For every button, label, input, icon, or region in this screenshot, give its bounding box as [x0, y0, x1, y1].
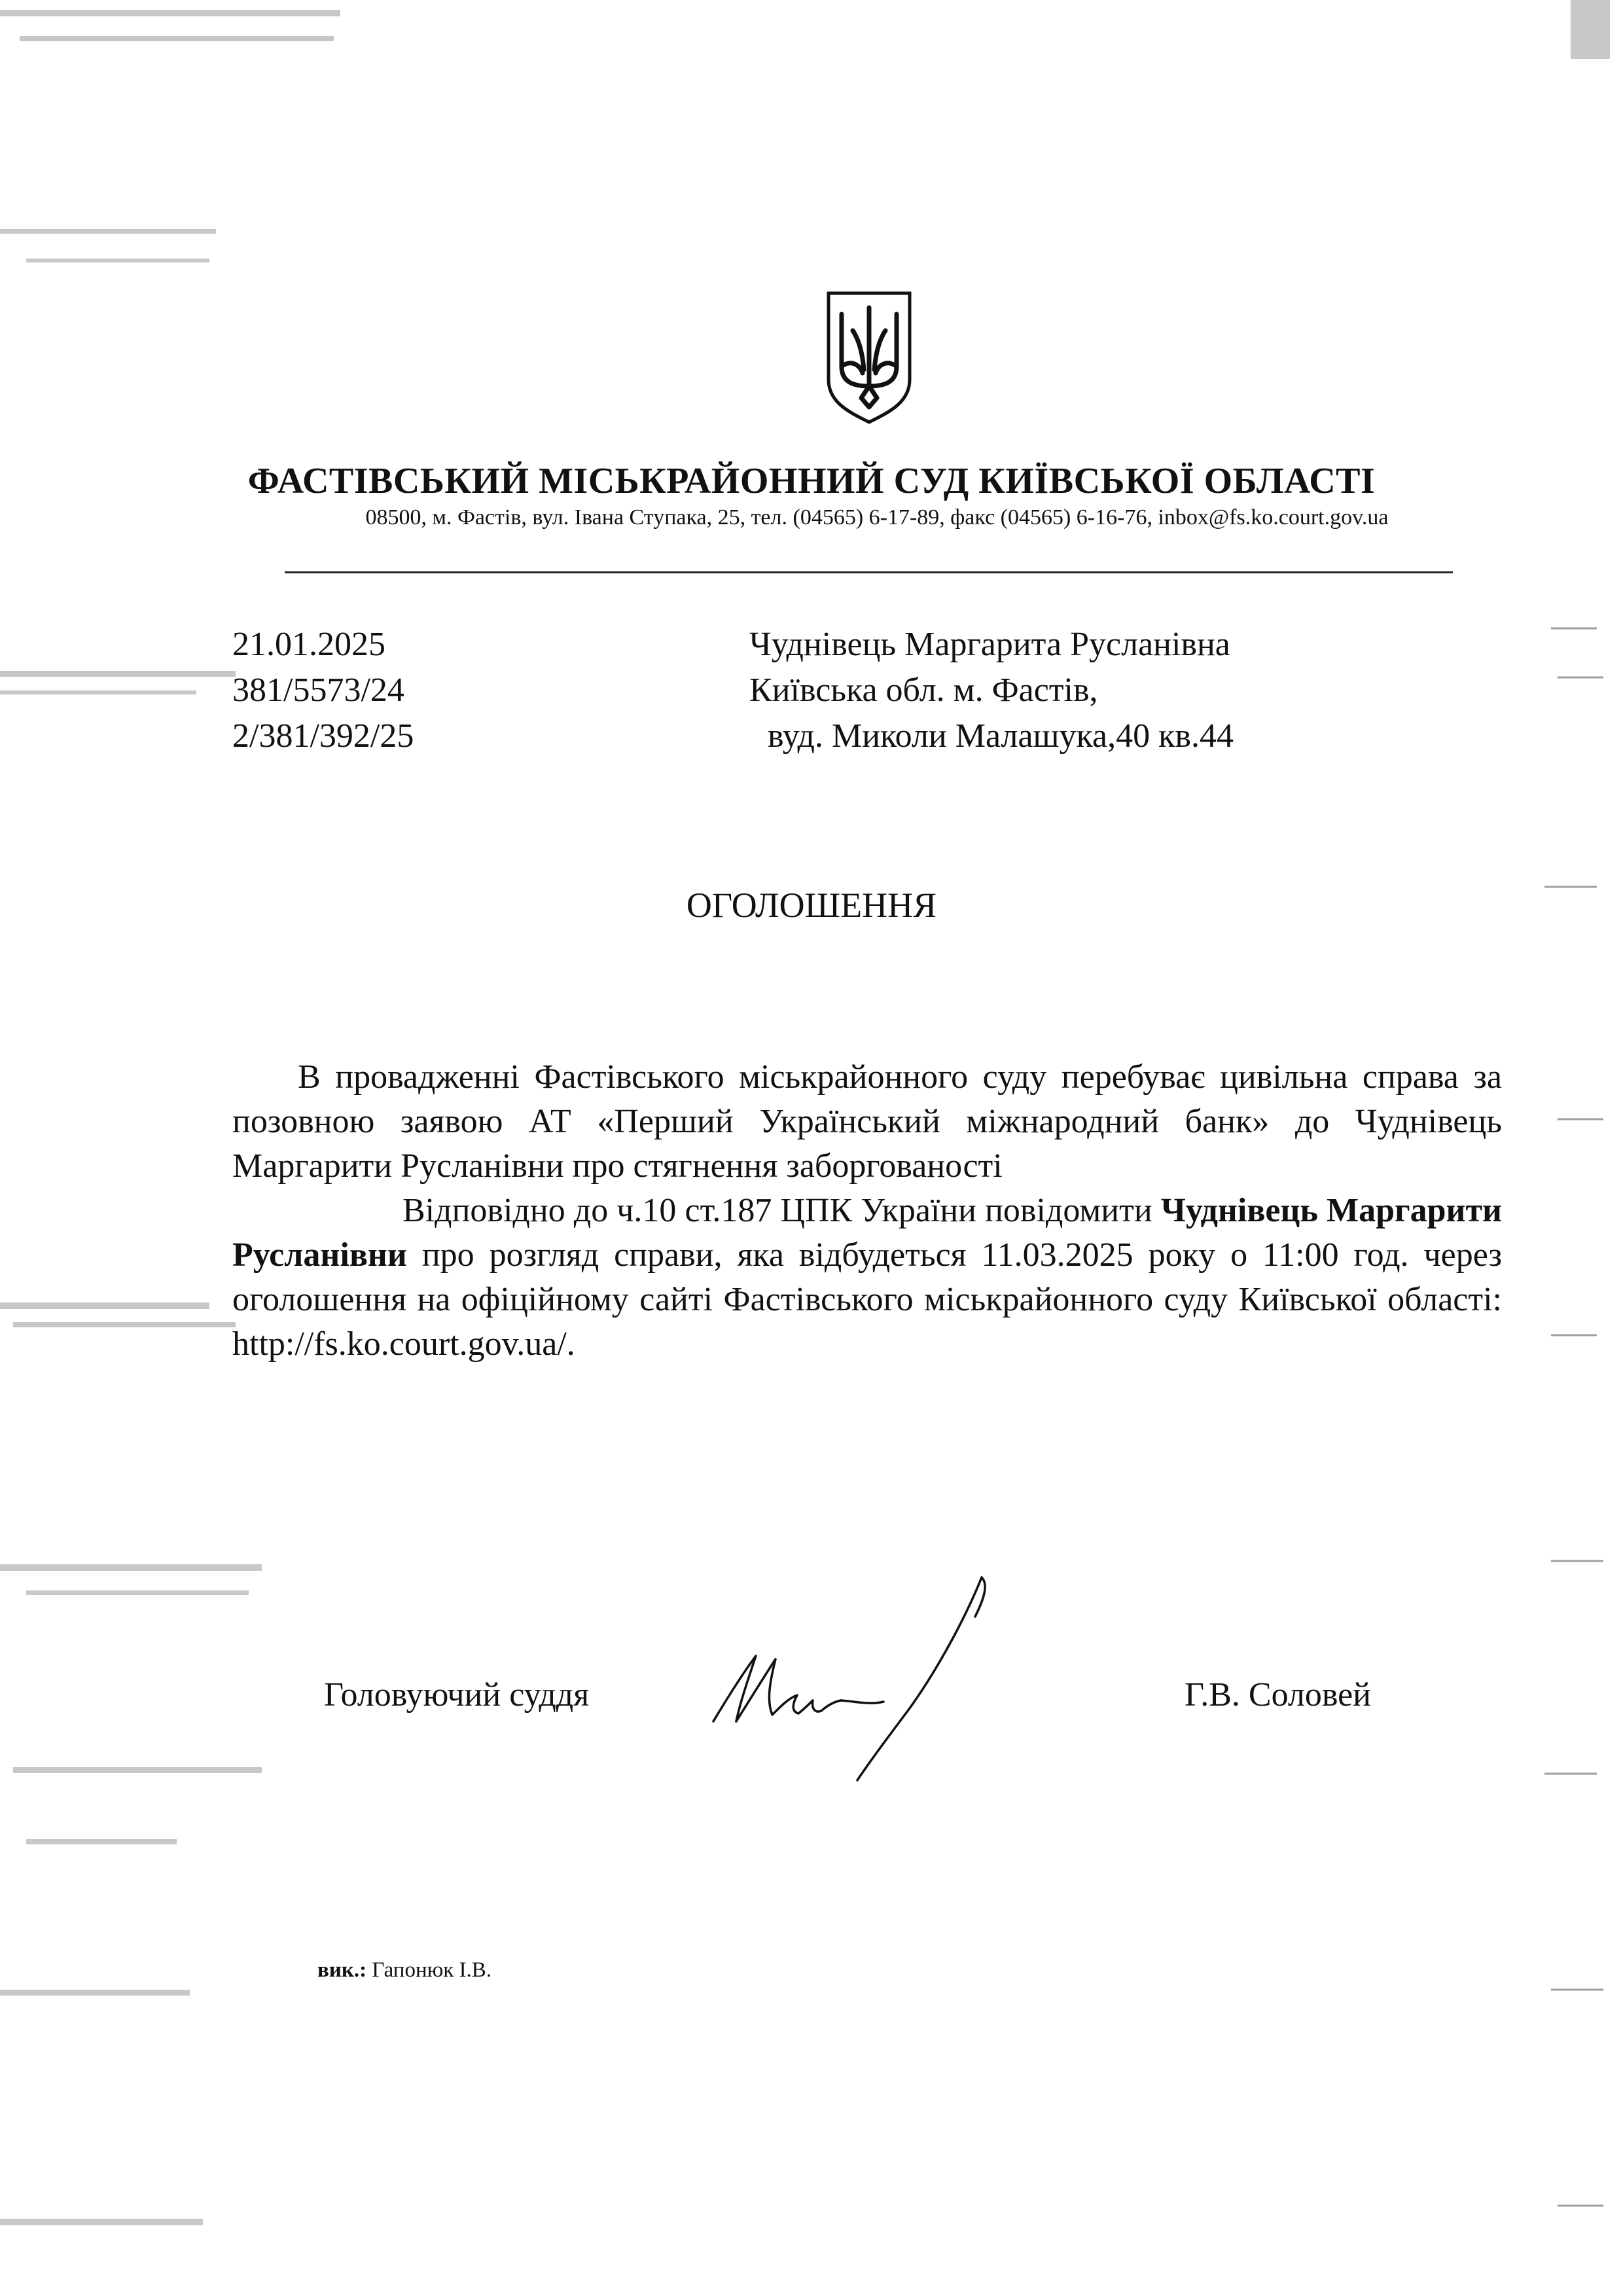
- header-divider: [285, 571, 1453, 573]
- paragraph-2-start: Відповідно до ч.10 ст.187 ЦПК України повідомити: [402, 1192, 1161, 1229]
- document-body: [232, 1055, 1502, 1367]
- handwritten-signature: [707, 1571, 1047, 1787]
- executor-prefix: вик.:: [317, 1958, 367, 1982]
- body-paragraph-2: [232, 1189, 1502, 1367]
- document-title: ОГОЛОШЕННЯ: [686, 886, 937, 925]
- executor-line: [317, 1956, 491, 1984]
- court-name: ФАСТІВСЬКИЙ МІСЬКРАЙОННИЙ СУД КИЇВСЬКОЇ ОБЛАСТІ: [247, 461, 1376, 501]
- paragraph-2-end: про розгляд справи, яка відбудеться 11.03.2025 року о 11:00 год. через оголошення на офіційному сайті Фастівського міськрайонного суду Київської області: http://fs.ko.court.gov.ua/.: [232, 1236, 1502, 1363]
- judge-title: Головуючий суддя: [324, 1676, 590, 1713]
- ukraine-trident-icon: [823, 288, 915, 425]
- body-paragraph-1: В провадженні Фастівського міськрайонного суду перебуває цивільна справа за позовною заявою АТ «Перший Український міжнародний банк» до Чуднівець Маргарити Русланівни про стягнення заборгованості: [232, 1058, 1502, 1185]
- recipient-city: Київська обл. м. Фастів,: [749, 672, 1098, 709]
- respondent-name-bold: Чуднівець Маргарити Русланівни: [232, 1192, 1502, 1274]
- document-date: 21.01.2025: [232, 626, 385, 663]
- document-meta: [232, 622, 414, 759]
- judge-name: Г.В. Соловей: [1185, 1676, 1371, 1713]
- outgoing-number: 2/381/392/25: [232, 717, 414, 755]
- court-address: 08500, м. Фастів, вул. Івана Ступака, 25, тел. (04565) 6-17-89, факс (04565) 6-16-76, inbox@fs.ko.court.gov.ua: [365, 505, 1389, 529]
- recipient-name: Чуднівець Маргарита Русланівна: [749, 626, 1230, 663]
- recipient-street: вуд. Миколи Малашука,40 кв.44: [768, 717, 1234, 755]
- executor-name: Гапонюк І.В.: [366, 1958, 492, 1982]
- case-number: 381/5573/24: [232, 672, 404, 709]
- recipient-block: [749, 622, 1234, 759]
